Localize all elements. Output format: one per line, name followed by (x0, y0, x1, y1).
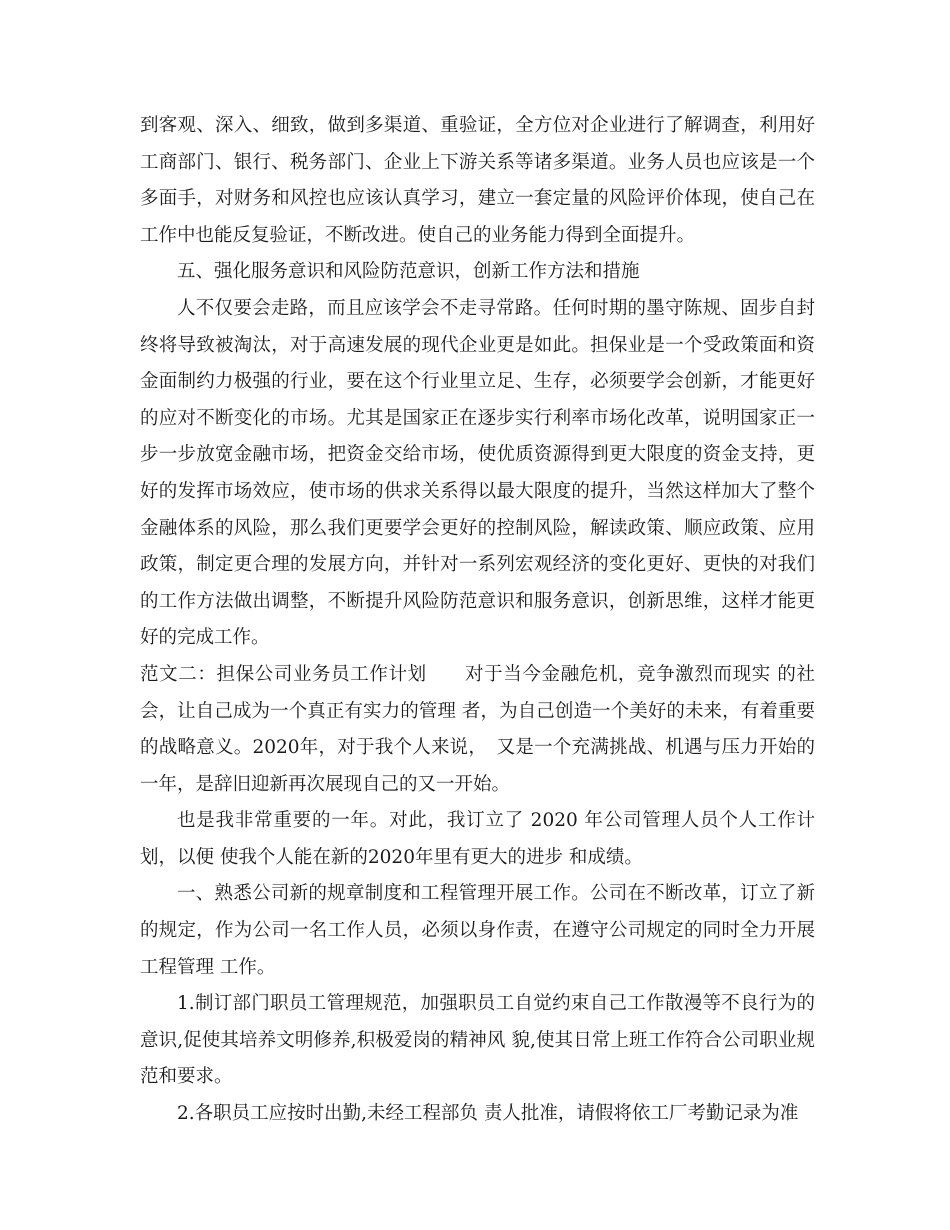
list-item-1: 1.制订部门职员工管理规范，加强职员工自觉约束自己工作散漫等不良行为的意识,促使其培养文明修养,积极爱岗的精神风 貌,使其日常上班工作符合公司职业规范和要求。 (140, 993, 815, 1088)
paragraph-plan: 也是我非常重要的一年。对此，我订立了 2020 年公司管理人员个人工作计划，以便 使我个人能在新的2020年里有更大的进步 和成绩。 (140, 810, 815, 868)
section-heading-1: 一、熟悉公司新的规章制度和工程管理开展工作。公司在不断改革，订立了新的规定，作为公司一名工作人员，必须以身作责，在遵守公司规定的同时全力开展工程管理 工作。 (140, 883, 815, 978)
list-item-2: 2.各职员工应按时出勤,未经工程部负 责人批准，请假将依工厂考勤记录为准 (177, 1103, 799, 1125)
sample-two-intro: 范文二：担保公司业务员工作计划 对于当今金融危机，竞争激烈而现实 的社会，让自己成为一个真正有实力的管理 者，为自己创造一个美好的未来，有着重要 的战略意义。2020年，对于我个人来说， 又是一个充满挑战、机遇与压力开始的一年，是辞旧迎新再次展现自己的又一开始。 (140, 663, 815, 795)
paragraph-1: 到客观、深入、细致，做到多渠道、重验证，全方位对企业进行了解调查，利用好工商部门、银行、税务部门、企业上下游关系等诸多渠道。业务人员也应该是一个多面手，对财务和风控也应该认真学习，建立一套定量的风险评价体现，使自己在工作中也能反复验证，不断改进。使自己的业务能力得到全面提升。 (140, 115, 815, 246)
document-body (140, 108, 815, 1133)
paragraph-innovation: 人不仅要会走路，而且应该学会不走寻常路。任何时期的墨守陈规、固步自封终将导致被淘汰，对于高速发展的现代企业更是如此。担保业是一个受政策面和资金面制约力极强的行业，要在这个行业里立足、生存，必须要学会创新，才能更好的应对不断变化的市场。尤其是国家正在逐步实行利率市场化改革，说明国家正一步一步放宽金融市场，把资金交给市场，使优质资源得到更大限度的资金支持，更好的发挥市场效应，使市场的供求关系得以最大限度的提升，当然这样加大了整个金融体系的风险，那么我们更要学会更好的控制风险，解读政策、顺应政策、应用政策，制定更合理的发展方向，并针对一系列宏观经济的变化更好、更快的对我们的工作方法做出调整，不断提升风险防范意识和服务意识，创新思维，这样才能更好的完成工作。 (140, 297, 815, 649)
section-heading-5: 五、强化服务意识和风险防范意识，创新工作方法和措施 (177, 261, 640, 283)
